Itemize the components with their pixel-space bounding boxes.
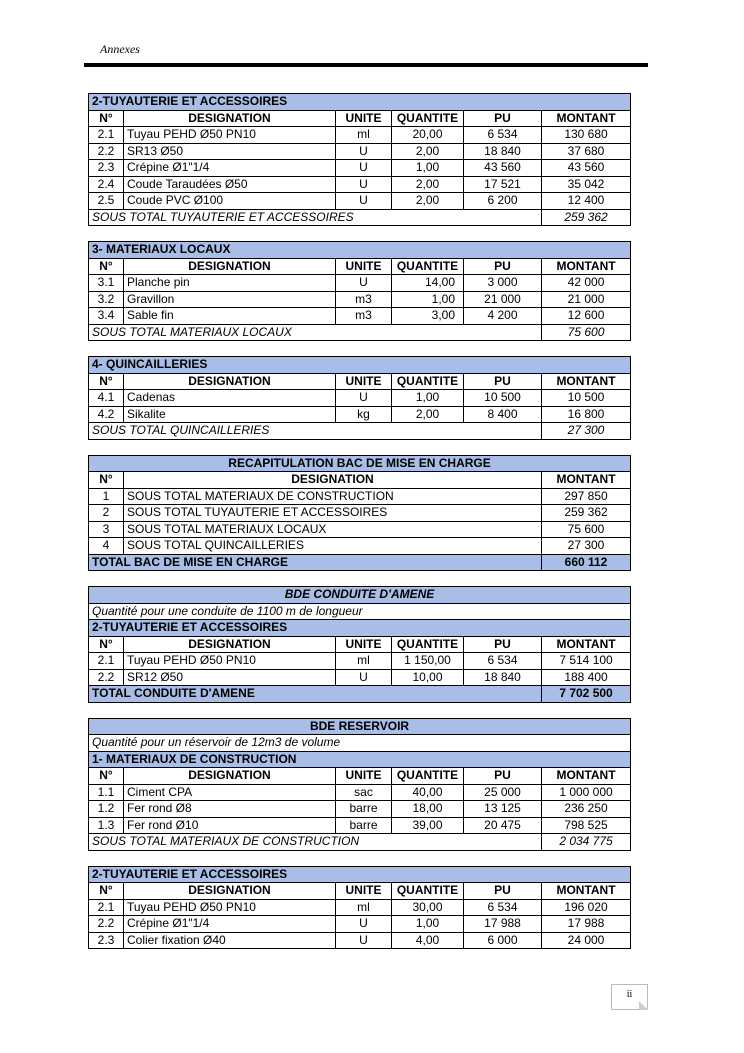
row-quantite: 20,00 (392, 127, 464, 144)
row-designation: SOUS TOTAL TUYAUTERIE ET ACCESSOIRES (124, 505, 542, 522)
row-montant: 297 850 (542, 488, 631, 505)
col-pu: PU (464, 883, 542, 900)
quincailleries-block (88, 356, 630, 440)
total-value: 7 702 500 (542, 686, 631, 703)
column-header-row (89, 768, 631, 785)
row-no: 2.2 (89, 669, 124, 686)
row-designation: Gravillon (124, 291, 336, 308)
col-no: N° (89, 373, 124, 390)
table-row (89, 932, 631, 949)
row-montant: 27 300 (542, 538, 631, 555)
row-montant: 16 800 (542, 406, 631, 423)
row-quantite: 4,00 (392, 932, 464, 949)
row-designation: Planche pin (124, 275, 336, 292)
row-montant: 75 600 (542, 521, 631, 538)
row-unite: U (336, 916, 392, 933)
col-pu: PU (464, 768, 542, 785)
header-rule (84, 63, 648, 67)
row-unite: U (336, 275, 392, 292)
conduite-table (88, 586, 631, 703)
row-montant: 42 000 (542, 275, 631, 292)
row-no: 3.4 (89, 308, 124, 325)
table-row (89, 653, 631, 670)
subtotal-value: 27 300 (542, 423, 631, 440)
col-unite: UNITE (336, 636, 392, 653)
col-unite: UNITE (336, 373, 392, 390)
row-montant: 43 560 (542, 160, 631, 177)
row-montant: 798 525 (542, 817, 631, 834)
table-row (89, 521, 631, 538)
row-pu: 17 988 (464, 916, 542, 933)
reservoir-tuyauterie-block (88, 866, 630, 950)
column-header-row (89, 258, 631, 275)
total-row (89, 686, 631, 703)
recap-block (88, 455, 630, 572)
total-label: TOTAL CONDUITE D'AMENE (89, 686, 542, 703)
table-row (89, 817, 631, 834)
col-pu: PU (464, 110, 542, 127)
row-quantite: 30,00 (392, 899, 464, 916)
row-quantite: 2,00 (392, 193, 464, 210)
column-header-row (89, 110, 631, 127)
materiaux-locaux-block (88, 241, 630, 341)
tuyauterie-table (88, 93, 631, 226)
row-unite: ml (336, 653, 392, 670)
row-no: 2 (89, 505, 124, 522)
conduite-block (88, 586, 630, 703)
col-no: N° (89, 768, 124, 785)
row-designation: Sable fin (124, 308, 336, 325)
col-montant: MONTANT (542, 883, 631, 900)
table-row (89, 143, 631, 160)
row-no: 3.2 (89, 291, 124, 308)
row-designation: Crépine Ø1"1/4 (124, 160, 336, 177)
row-pu: 20 475 (464, 817, 542, 834)
annex-content (88, 93, 630, 964)
col-quantite: QUANTITE (392, 373, 464, 390)
row-pu: 21 000 (464, 291, 542, 308)
row-pu: 13 125 (464, 801, 542, 818)
reservoir-title: BDE RESERVOIR (89, 718, 631, 735)
row-designation: Coude Taraudées Ø50 (124, 176, 336, 193)
row-pu: 4 200 (464, 308, 542, 325)
subtotal-row (89, 324, 631, 341)
page-number (611, 984, 648, 1010)
row-unite: barre (336, 817, 392, 834)
row-montant: 259 362 (542, 505, 631, 522)
row-montant: 12 600 (542, 308, 631, 325)
table-row (89, 193, 631, 210)
col-montant: MONTANT (542, 472, 631, 489)
row-quantite: 1,00 (392, 916, 464, 933)
row-pu: 43 560 (464, 160, 542, 177)
row-no: 1.2 (89, 801, 124, 818)
row-unite: U (336, 176, 392, 193)
subtotal-label: SOUS TOTAL MATERIAUX DE CONSTRUCTION (89, 834, 542, 851)
subtotal-value: 75 600 (542, 324, 631, 341)
row-montant: 37 680 (542, 143, 631, 160)
col-quantite: QUANTITE (392, 768, 464, 785)
row-montant: 10 500 (542, 390, 631, 407)
section-title: 2-TUYAUTERIE ET ACCESSOIRES (89, 94, 631, 111)
table-row (89, 899, 631, 916)
row-no: 4.1 (89, 390, 124, 407)
table-row (89, 390, 631, 407)
row-montant: 196 020 (542, 899, 631, 916)
row-quantite: 1 150,00 (392, 653, 464, 670)
row-montant: 188 400 (542, 669, 631, 686)
row-designation: Fer rond Ø8 (124, 801, 336, 818)
row-pu: 25 000 (464, 784, 542, 801)
conduite-title: BDE CONDUITE D'AMENE (89, 587, 631, 604)
row-unite: U (336, 669, 392, 686)
row-montant: 35 042 (542, 176, 631, 193)
col-montant: MONTANT (542, 373, 631, 390)
row-unite: ml (336, 127, 392, 144)
subtotal-label: SOUS TOTAL MATERIAUX LOCAUX (89, 324, 542, 341)
total-value: 660 112 (542, 554, 631, 571)
row-quantite: 2,00 (392, 143, 464, 160)
total-label: TOTAL BAC DE MISE EN CHARGE (89, 554, 542, 571)
subtotal-label: SOUS TOTAL TUYAUTERIE ET ACCESSOIRES (89, 209, 542, 226)
col-quantite: QUANTITE (392, 883, 464, 900)
row-no: 2.1 (89, 127, 124, 144)
row-unite: sac (336, 784, 392, 801)
quincailleries-table (88, 356, 631, 440)
col-montant: MONTANT (542, 636, 631, 653)
col-no: N° (89, 883, 124, 900)
table-row (89, 488, 631, 505)
row-unite: U (336, 160, 392, 177)
table-row (89, 291, 631, 308)
table-row (89, 916, 631, 933)
row-quantite: 40,00 (392, 784, 464, 801)
col-designation: DESIGNATION (124, 883, 336, 900)
column-header-row (89, 472, 631, 489)
col-no: N° (89, 472, 124, 489)
table-row (89, 275, 631, 292)
row-no: 2.1 (89, 899, 124, 916)
reservoir-block (88, 718, 630, 851)
section-title: 2-TUYAUTERIE ET ACCESSOIRES (89, 620, 631, 637)
row-pu: 18 840 (464, 669, 542, 686)
col-unite: UNITE (336, 258, 392, 275)
row-pu: 6 534 (464, 127, 542, 144)
row-no: 2.3 (89, 160, 124, 177)
row-quantite: 39,00 (392, 817, 464, 834)
page-corner-fold (639, 1001, 648, 1010)
row-no: 2.3 (89, 932, 124, 949)
table-row (89, 669, 631, 686)
row-montant: 7 514 100 (542, 653, 631, 670)
col-montant: MONTANT (542, 768, 631, 785)
row-unite: kg (336, 406, 392, 423)
row-quantite: 1,00 (392, 291, 464, 308)
column-header-row (89, 636, 631, 653)
table-row (89, 308, 631, 325)
table-row (89, 538, 631, 555)
col-montant: MONTANT (542, 258, 631, 275)
col-designation: DESIGNATION (124, 472, 542, 489)
row-quantite: 2,00 (392, 406, 464, 423)
row-designation: Crépine Ø1"1/4 (124, 916, 336, 933)
row-designation: Tuyau PEHD Ø50 PN10 (124, 899, 336, 916)
col-no: N° (89, 636, 124, 653)
table-row (89, 801, 631, 818)
col-no: N° (89, 258, 124, 275)
page-header-title: Annexes (100, 42, 140, 56)
row-no: 2.1 (89, 653, 124, 670)
row-quantite: 1,00 (392, 160, 464, 177)
col-designation: DESIGNATION (124, 768, 336, 785)
page-number-text: ii (626, 989, 633, 1000)
table-row (89, 160, 631, 177)
row-unite: U (336, 932, 392, 949)
row-designation: SR12 Ø50 (124, 669, 336, 686)
row-quantite: 18,00 (392, 801, 464, 818)
row-quantite: 14,00 (392, 275, 464, 292)
section-title: 2-TUYAUTERIE ET ACCESSOIRES (89, 866, 631, 883)
column-header-row (89, 883, 631, 900)
row-quantite: 10,00 (392, 669, 464, 686)
row-pu: 18 840 (464, 143, 542, 160)
col-designation: DESIGNATION (124, 373, 336, 390)
row-pu: 6 200 (464, 193, 542, 210)
row-designation: SOUS TOTAL MATERIAUX DE CONSTRUCTION (124, 488, 542, 505)
row-no: 2.4 (89, 176, 124, 193)
row-quantite: 2,00 (392, 176, 464, 193)
col-quantite: QUANTITE (392, 258, 464, 275)
row-quantite: 1,00 (392, 390, 464, 407)
reservoir-note: Quantité pour un réservoir de 12m3 de volume (89, 735, 631, 752)
table-row (89, 784, 631, 801)
subtotal-row (89, 423, 631, 440)
subtotal-value: 259 362 (542, 209, 631, 226)
subtotal-label: SOUS TOTAL QUINCAILLERIES (89, 423, 542, 440)
row-no: 2.2 (89, 143, 124, 160)
row-designation: Ciment CPA (124, 784, 336, 801)
row-no: 2.5 (89, 193, 124, 210)
row-pu: 6 000 (464, 932, 542, 949)
row-designation: SOUS TOTAL MATERIAUX LOCAUX (124, 521, 542, 538)
recap-title: RECAPITULATION BAC DE MISE EN CHARGE (89, 455, 631, 472)
row-designation: SOUS TOTAL QUINCAILLERIES (124, 538, 542, 555)
reservoir-table (88, 718, 631, 851)
section-title: 3- MATERIAUX LOCAUX (89, 242, 631, 259)
col-quantite: QUANTITE (392, 636, 464, 653)
row-designation: Tuyau PEHD Ø50 PN10 (124, 653, 336, 670)
row-designation: Fer rond Ø10 (124, 817, 336, 834)
table-row (89, 406, 631, 423)
conduite-note: Quantité pour une conduite de 1100 m de longueur (89, 603, 631, 620)
row-montant: 236 250 (542, 801, 631, 818)
column-header-row (89, 373, 631, 390)
row-pu: 6 534 (464, 653, 542, 670)
section-title: 4- QUINCAILLERIES (89, 357, 631, 374)
row-montant: 1 000 000 (542, 784, 631, 801)
col-quantite: QUANTITE (392, 110, 464, 127)
row-no: 3.1 (89, 275, 124, 292)
row-unite: U (336, 193, 392, 210)
materiaux-locaux-table (88, 241, 631, 341)
row-unite: m3 (336, 308, 392, 325)
subtotal-row (89, 209, 631, 226)
col-unite: UNITE (336, 768, 392, 785)
subtotal-row (89, 834, 631, 851)
col-designation: DESIGNATION (124, 636, 336, 653)
col-no: N° (89, 110, 124, 127)
reservoir-tuyauterie-table (88, 866, 631, 950)
col-pu: PU (464, 258, 542, 275)
row-pu: 10 500 (464, 390, 542, 407)
row-unite: barre (336, 801, 392, 818)
row-montant: 24 000 (542, 932, 631, 949)
row-designation: Coude PVC Ø100 (124, 193, 336, 210)
col-pu: PU (464, 636, 542, 653)
row-designation: SR13 Ø50 (124, 143, 336, 160)
col-unite: UNITE (336, 110, 392, 127)
row-no: 2.2 (89, 916, 124, 933)
row-pu: 17 521 (464, 176, 542, 193)
row-montant: 12 400 (542, 193, 631, 210)
row-montant: 130 680 (542, 127, 631, 144)
row-montant: 17 988 (542, 916, 631, 933)
col-unite: UNITE (336, 883, 392, 900)
row-no: 1 (89, 488, 124, 505)
row-pu: 6 534 (464, 899, 542, 916)
row-montant: 21 000 (542, 291, 631, 308)
row-designation: Colier fixation Ø40 (124, 932, 336, 949)
col-montant: MONTANT (542, 110, 631, 127)
row-designation: Cadenas (124, 390, 336, 407)
row-no: 3 (89, 521, 124, 538)
row-designation: Tuyau PEHD Ø50 PN10 (124, 127, 336, 144)
recap-table (88, 455, 631, 572)
row-no: 1.1 (89, 784, 124, 801)
table-row (89, 127, 631, 144)
row-pu: 8 400 (464, 406, 542, 423)
row-unite: U (336, 390, 392, 407)
row-no: 4 (89, 538, 124, 555)
row-designation: Sikalite (124, 406, 336, 423)
subtotal-value: 2 034 775 (542, 834, 631, 851)
col-designation: DESIGNATION (124, 110, 336, 127)
table-row (89, 176, 631, 193)
row-unite: ml (336, 899, 392, 916)
table-row (89, 505, 631, 522)
tuyauterie-block (88, 93, 630, 226)
row-pu: 3 000 (464, 275, 542, 292)
section-title: 1- MATERIAUX DE CONSTRUCTION (89, 751, 631, 768)
row-no: 4.2 (89, 406, 124, 423)
row-unite: U (336, 143, 392, 160)
row-unite: m3 (336, 291, 392, 308)
col-designation: DESIGNATION (124, 258, 336, 275)
col-pu: PU (464, 373, 542, 390)
total-row (89, 554, 631, 571)
row-quantite: 3,00 (392, 308, 464, 325)
row-no: 1.3 (89, 817, 124, 834)
